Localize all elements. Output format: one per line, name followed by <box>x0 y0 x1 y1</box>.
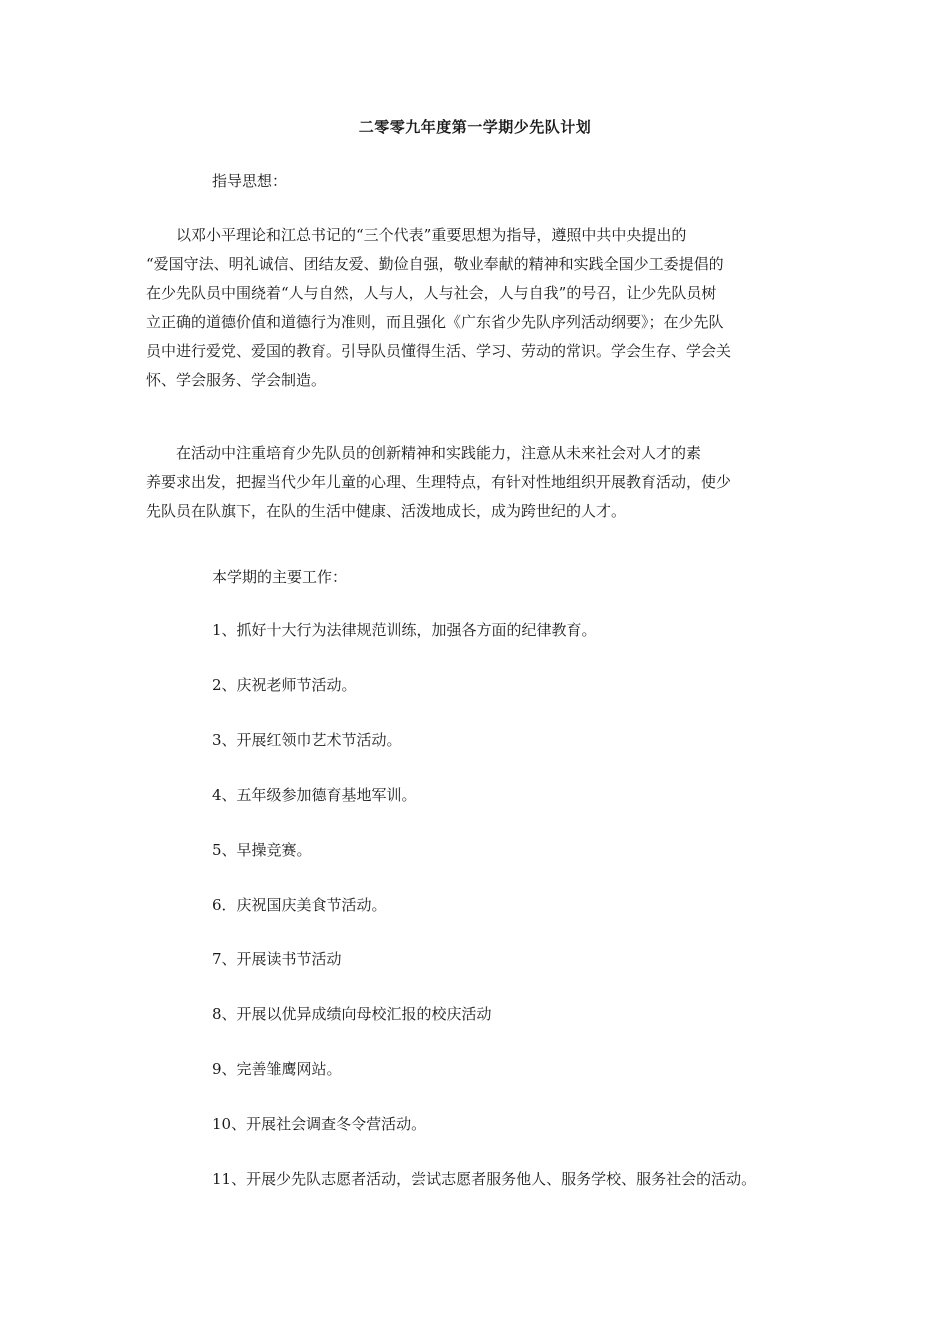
work-item: 11、开展少先队志愿者活动，尝试志愿者服务他人、服务学校、服务社会的活动。 <box>212 1170 757 1188</box>
paragraph-line: 怀、学会服务、学会制造。 <box>146 371 327 389</box>
paragraph-line: 以邓小平理论和江总书记的“三个代表”重要思想为指导，遵照中共中央提出的 <box>146 226 687 244</box>
paragraph-guiding-1 <box>146 221 806 395</box>
paragraph-line: 养要求出发，把握当代少年儿童的心理、生理特点，有针对性地组织开展教育活动，使少 <box>146 473 732 491</box>
work-item: 5、早操竞赛。 <box>212 841 312 859</box>
work-item: 2、庆祝老师节活动。 <box>212 676 357 694</box>
paragraph-line: 在少先队员中围绕着“人与自然，人与人，人与社会，人与自我”的号召，让少先队员树 <box>146 284 717 302</box>
paragraph-line: 在活动中注重培育少先队员的创新精神和实践能力，注意从未来社会对人才的素 <box>146 444 702 462</box>
guiding-heading: 指导思想： <box>212 172 288 190</box>
work-item: 9、完善雏鹰网站。 <box>212 1060 342 1078</box>
work-item: 7、开展读书节活动 <box>212 950 342 968</box>
work-heading: 本学期的主要工作： <box>212 568 348 586</box>
work-item: 10、开展社会调查冬令营活动。 <box>212 1115 427 1133</box>
paragraph-line: 先队员在队旗下，在队的生活中健康、活泼地成长，成为跨世纪的人才。 <box>146 502 627 520</box>
paragraph-line: 员中进行爱党、爱国的教育。引导队员懂得生活、学习、劳动的常识。学会生存、学会关 <box>146 342 732 360</box>
work-item: 6．庆祝国庆美食节活动。 <box>212 896 387 914</box>
document-title: 二零零九年度第一学期少先队计划 <box>358 118 592 136</box>
work-item: 8、开展以优异成绩向母校汇报的校庆活动 <box>212 1005 492 1023</box>
paragraph-line: “爱国守法、明礼诚信、团结友爱、勤俭自强，敬业奉献的精神和实践全国少工委提倡的 <box>146 255 724 273</box>
work-item: 3、开展红领巾艺术节活动。 <box>212 731 402 749</box>
paragraph-guiding-2 <box>146 439 806 526</box>
work-item: 4、五年级参加德育基地军训。 <box>212 786 417 804</box>
paragraph-line: 立正确的道德价值和道德行为准则，而且强化《广东省少先队序列活动纲要》；在少先队 <box>146 313 724 331</box>
work-item: 1、抓好十大行为法律规范训练，加强各方面的纪律教育。 <box>212 621 597 639</box>
